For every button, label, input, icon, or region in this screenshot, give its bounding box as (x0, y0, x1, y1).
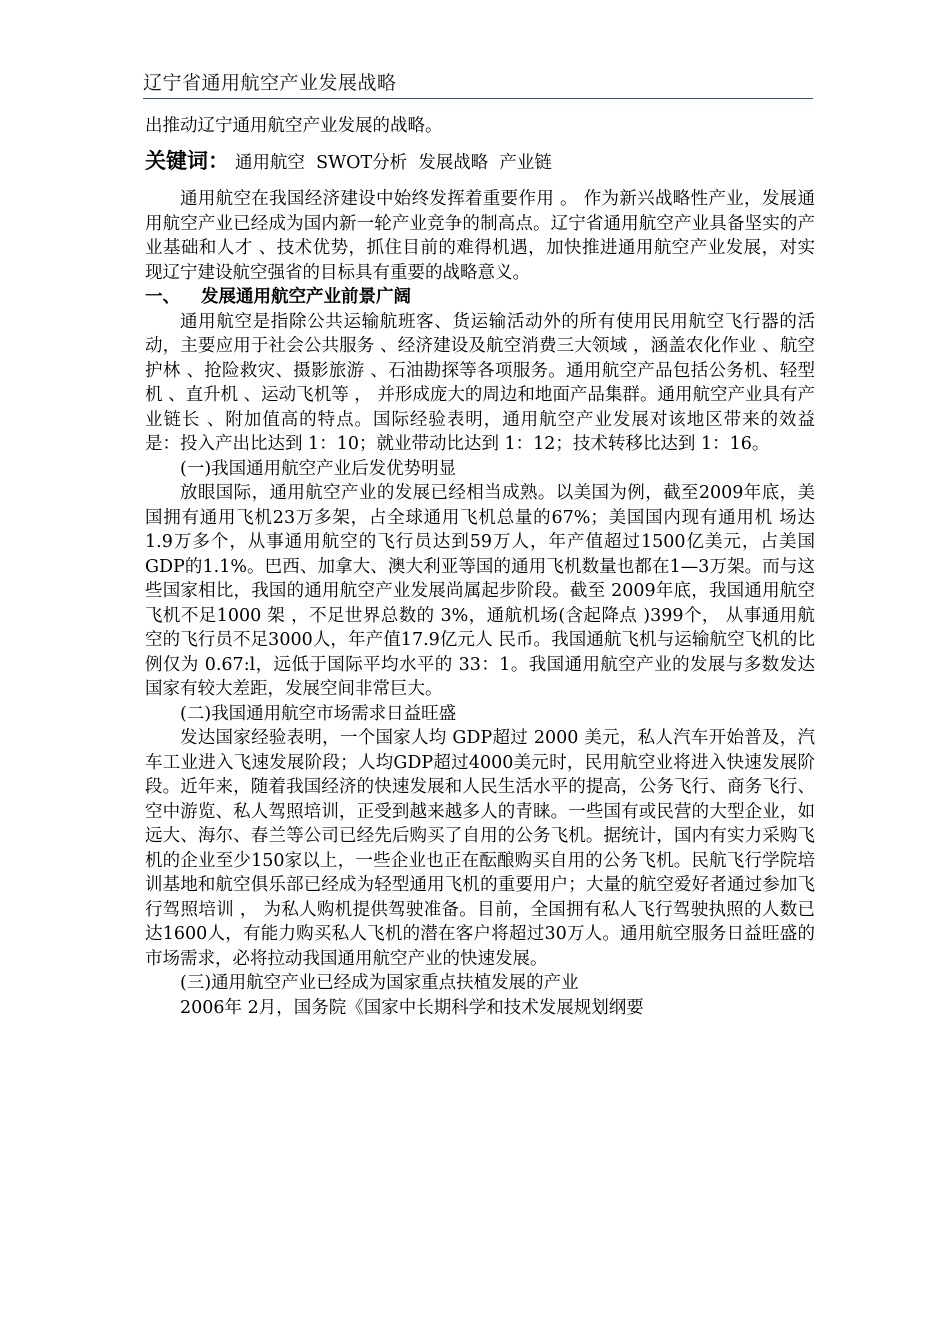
document-body (145, 114, 815, 1020)
subsection-3-heading: (三)通用航空产业已经成为国家重点扶植发展的产业 (180, 973, 579, 993)
keywords-label: 关键词 (145, 148, 208, 173)
section-1-heading (145, 285, 815, 310)
subsection-1-paragraph: 放眼国际，通用航空产业的发展已经相当成熟。以美国为例，截至2009年底，美国拥有通用飞机23万多架，占全球通用飞机总量的67%；美国国内现有通用机 场达 1.9万多个，从事通用航空的飞行员达到59万人，年产值超过1500亿美元，占美国GDP的1.1%。巴西、加拿大、澳大利亚等国的通用飞机数量也都在1—3万架。而与这些国家相比，我国的通用航空产业发展尚属起步阶段。截至 2009年底，我国通用航空飞机不足1000 架 ，不足世界总数的 3%，通航机场(含起降点 )399个， 从事通用航空的飞行员不足3000人，年产值17.9亿元人 民币。我国通航飞机与运输航空飞机的比例仅为 0.67:l，远低于国际平均水平的 33：1。我国通用航空产业的发展与多数发达国家有较大差距，发展空间非常巨大。 (145, 483, 815, 699)
subsection-2-heading: (二)我国通用航空市场需求日益旺盛 (180, 703, 457, 724)
keywords-terms: 通用航空 SWOT分析 发展战略 产业链 (235, 152, 552, 173)
paragraph-intro: 通用航空在我国经济建设中始终发挥着重要作用 。 作为新兴战略性产业，发展通用航空产业已经成为国内新一轮产业竞争的制高点。辽宁省通用航空产业具备坚实的产业基础和人才 、技术优势，抓住目前的难得机遇，加快推进通用航空产业发展，对实现辽宁建设航空强省的目标具有重要的战略意义。 (145, 189, 815, 283)
section-1-title: 发展通用航空产业前景广阔 (201, 287, 411, 307)
keywords-line (145, 149, 815, 176)
section-1-paragraph: 通用航空是指除公共运输航班客、货运输活动外的所有使用民用航空飞行器的活动，主要应用于社会公共服务 、经济建设及航空消费三大领域 ，涵盖农化作业 、航空护林 、抢险救灾、摄影旅游 、石油勘探等各项服务。通用航空产品包括公务机、轻型机 、直升机 、运动飞机等 ， 并形成庞大的周边和地面产品集群。通用航空产业具有产业链长 、附加值高的特点。国际经验表明，通用航空产业发展对该地区带来的效益是：投入产出比达到 1：10；就业带动比达到 1：12；技术转移比达到 1：16。 (145, 311, 815, 454)
intro-line: 出推动辽宁通用航空产业发展的战略。 (145, 116, 443, 136)
subsection-2-paragraph: 发达国家经验表明，一个国家人均 GDP超过 2000 美元，私人汽车开始普及，汽车工业进入飞速发展阶段；人均GDP超过4000美元时，民用航空业将进入快速发展阶段。近年来，随着我国经济的快速发展和人民生活水平的提高，公务飞行、商务飞行、空中游览、私人驾照培训，正受到越来越多人的青睐。一些国有或民营的大型企业，如远大、海尔、春兰等公司已经先后购买了自用的公务飞机。据统计，国内有实力采购飞机的企业至少150家以上，一些企业也正在酝酿购买自用的公务飞机。民航飞行学院培训基地和航空俱乐部已经成为轻型通用飞机的重要用户；大量的航空爱好者通过参加飞行驾照培训 ， 为私人购机提供驾驶准备。目前，全国拥有私人飞行驾驶执照的人数已达1600人，有能力购买私人飞机的潜在客户将超过30万人。通用航空服务日益旺盛的市场需求，必将拉动我国通用航空产业的快速发展。 (145, 728, 815, 969)
subsection-3-paragraph: 2006年 2月，国务院《国家中长期科学和技术发展规划纲要 (180, 997, 644, 1018)
keywords-colon: ： (208, 148, 229, 173)
subsection-1-heading: (一)我国通用航空产业后发优势明显 (180, 458, 457, 479)
running-header (143, 66, 813, 99)
section-1-number: 一、 (145, 287, 180, 307)
header-title: 辽宁省通用航空产业发展战略 (143, 72, 397, 94)
